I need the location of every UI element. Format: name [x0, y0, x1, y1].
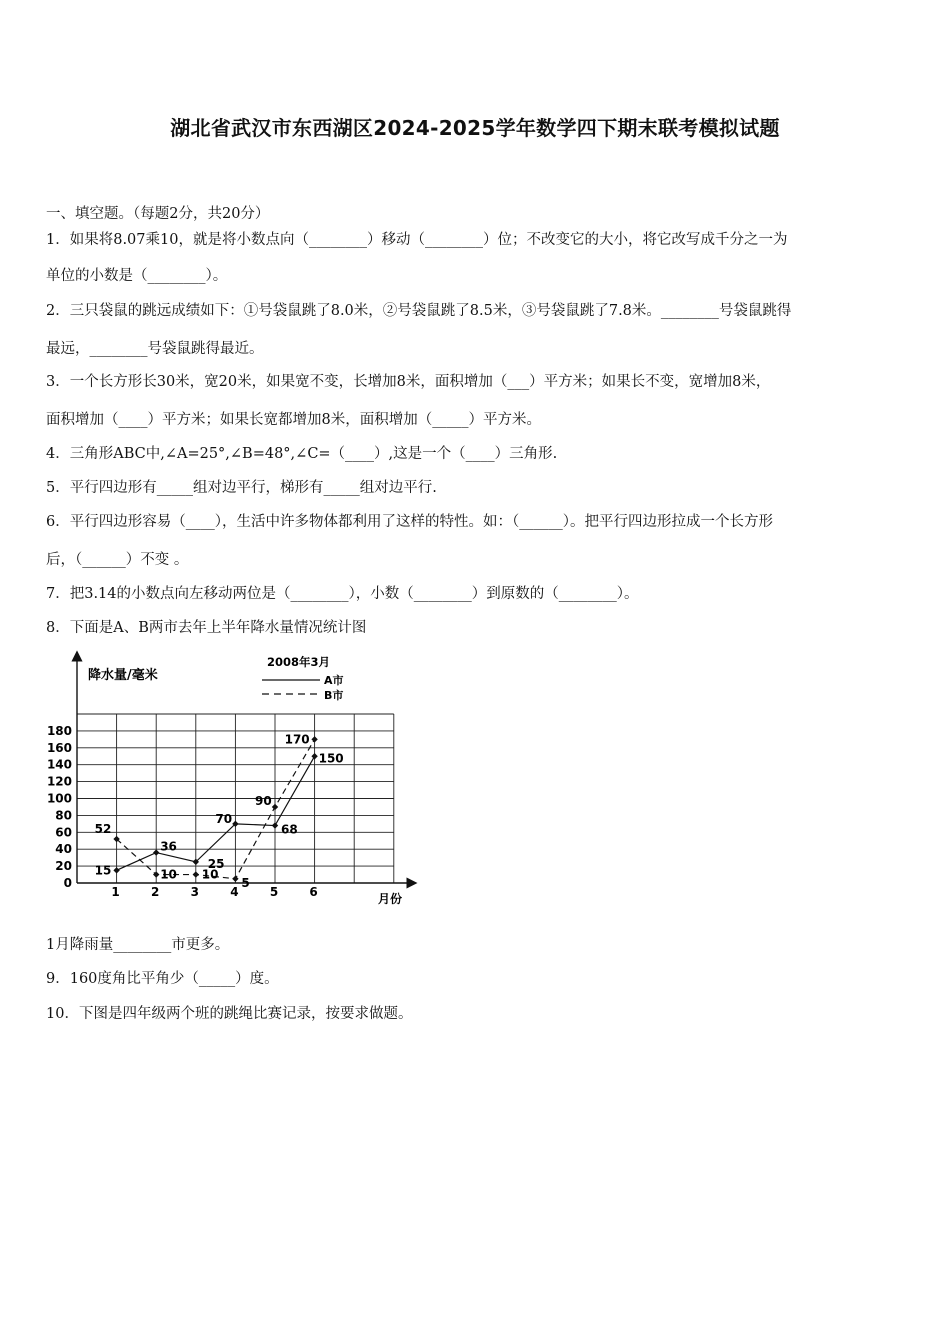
question-8: 8．下面是A、B两市去年上半年降水量情况统计图 — [46, 620, 367, 636]
y-tick-label: 160 — [46, 740, 72, 755]
chart-grid — [77, 714, 394, 883]
data-label: 70 — [215, 811, 233, 826]
data-point-b — [311, 736, 317, 742]
data-point-a — [272, 822, 278, 828]
data-label: 170 — [284, 732, 310, 747]
x-tick-label: 6 — [309, 885, 318, 899]
data-point-a — [113, 867, 119, 873]
y-axis-label: 降水量/毫米 — [88, 668, 158, 683]
x-tick-label: 5 — [269, 885, 279, 899]
question-10: 10．下图是四年级两个班的跳绳比赛记录，按要求做题。 — [46, 1006, 413, 1022]
question-3-line-2: 面积增加（____）平方米；如果长宽都增加8米，面积增加（_____）平方米。 — [46, 412, 541, 428]
y-tick-label: 120 — [46, 774, 72, 789]
y-tick-label: 20 — [55, 859, 72, 874]
question-4: 4．三角形ABC中,∠A=25°,∠B=48°,∠C=（____）,这是一个（____）三角形. — [46, 446, 558, 462]
y-tick-label: 100 — [46, 791, 72, 806]
data-label: 52 — [94, 822, 112, 837]
y-tick-label: 180 — [46, 723, 72, 738]
data-label: 15 — [94, 863, 112, 878]
y-tick-label: 60 — [55, 825, 72, 840]
y-tick-label: 140 — [46, 757, 72, 772]
data-label: 5 — [241, 875, 250, 890]
question-6-line-2: 后，（______）不变 。 — [46, 552, 189, 568]
data-point-b — [272, 804, 278, 810]
y-tick-label: 80 — [55, 808, 72, 823]
question-2-line-2: 最远，________号袋鼠跳得最近。 — [46, 341, 264, 357]
x-tick-label: 2 — [151, 885, 160, 899]
x-tick-label: 1 — [111, 885, 120, 899]
legend-label-b: B市 — [324, 689, 344, 702]
x-axis-label: 月份 — [378, 892, 403, 906]
section-heading: 一、填空题。（每题2分，共20分） — [46, 206, 270, 222]
data-label: 10 — [201, 867, 219, 882]
question-1-line-1: 1．如果将8.07乘10，就是将小数点向（________）移动（________）位；不改变它的大小，将它改写成千分之一为 — [46, 232, 788, 248]
question-9: 9．160度角比平角少（_____）度。 — [46, 971, 279, 987]
data-label: 68 — [281, 822, 298, 837]
question-6-line-1: 6．平行四边形容易（____），生活中许多物体都利用了这样的特性。如：（______）。把平行四边形拉成一个长方形 — [46, 514, 773, 530]
data-point-a — [153, 849, 159, 855]
data-label: 25 — [207, 856, 225, 871]
y-tick-label: 40 — [55, 842, 72, 857]
page-title: 湖北省武汉市东西湖区2024-2025学年数学四下期末联考模拟试题 — [170, 116, 780, 140]
question-8-answer: 1月降雨量________市更多。 — [46, 937, 230, 953]
question-2-line-1: 2．三只袋鼠的跳远成绩如下：①号袋鼠跳了8.0米，②号袋鼠跳了8.5米，③号袋鼠跳了7.8米。________号袋鼠跳得 — [46, 303, 792, 319]
data-point-b — [193, 871, 199, 877]
x-tick-label: 4 — [230, 885, 239, 899]
chart-title: 2008年3月 — [267, 655, 331, 669]
question-7: 7．把3.14的小数点向左移动两位是（________），小数（________）到原数的（________）。 — [46, 586, 639, 602]
data-label: 10 — [160, 867, 177, 882]
legend-label-a: A市 — [324, 674, 344, 687]
question-3-line-1: 3．一个长方形长30米，宽20米，如果宽不变，长增加8米，面积增加（___）平方米；如果长不变，宽增加8米， — [46, 374, 771, 390]
data-label: 36 — [160, 839, 177, 854]
y-tick-label: 0 — [63, 876, 72, 890]
data-label: 90 — [255, 793, 272, 808]
data-point-a — [311, 753, 317, 759]
question-1-line-2: 单位的小数是（________）。 — [46, 268, 228, 284]
question-5: 5．平行四边形有_____组对边平行，梯形有_____组对边平行. — [46, 480, 437, 496]
x-tick-label: 3 — [190, 885, 199, 899]
rainfall-line-chart — [40, 648, 420, 913]
data-label: 150 — [318, 751, 344, 766]
data-point-b — [232, 876, 238, 882]
